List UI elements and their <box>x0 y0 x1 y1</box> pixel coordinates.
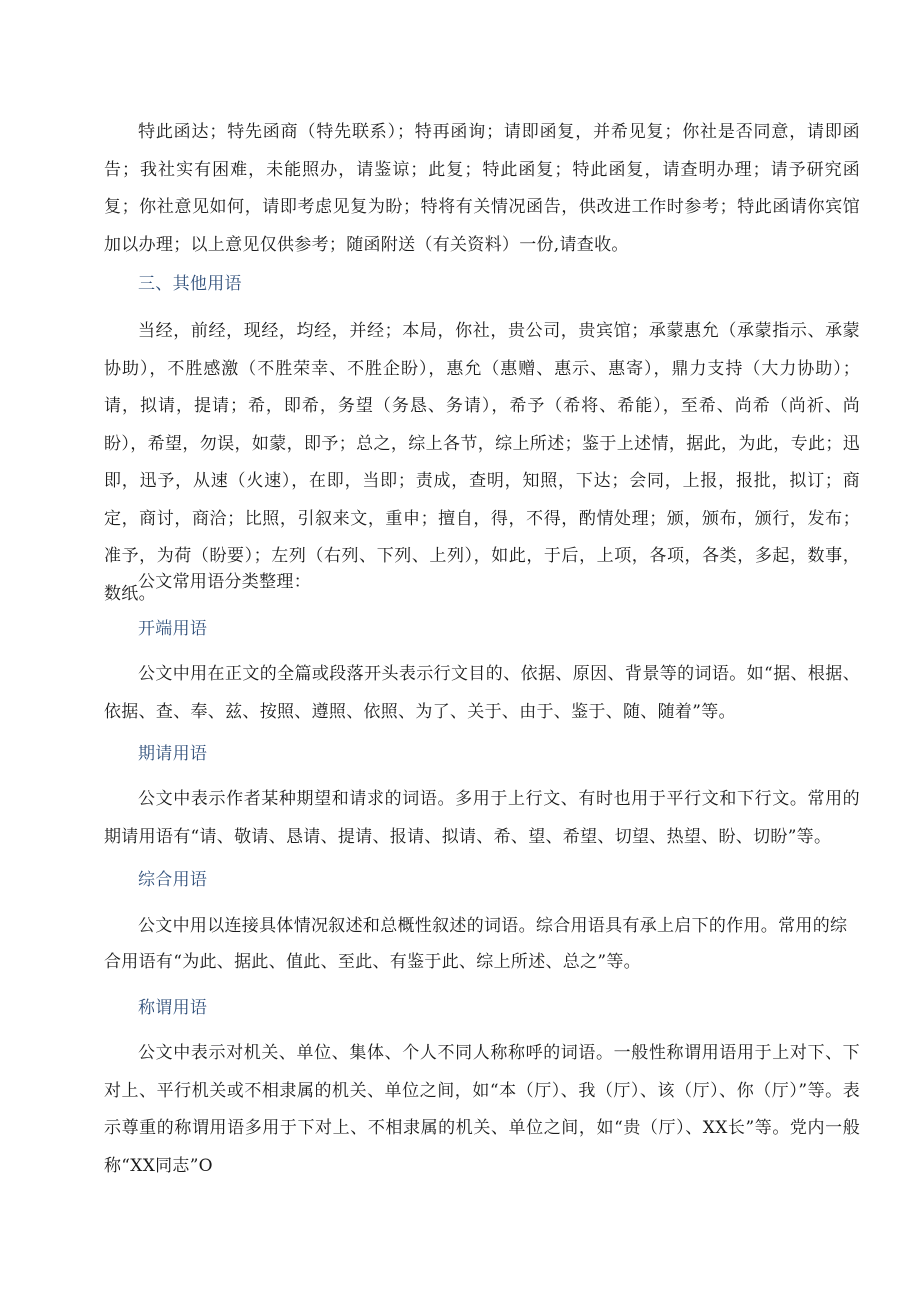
request-terms-heading: 期请用语 <box>138 744 208 764</box>
address-terms-heading: 称谓用语 <box>138 998 208 1018</box>
request-terms-paragraph: 公文中表示作者某种期望和请求的词语。多用于上行文、有时也用于平行文和下行文。常用的期请用语有“请、敬请、恳请、提请、报请、拟请、希、望、希望、切望、热望、盼、切盼”等。 <box>104 789 860 847</box>
other-terms-paragraph: 当经，前经，现经，均经，并经；本局，你社，贵公司，贵宾馆；承蒙惠允（承蒙指示、承蒙协助），不胜感激（不胜荣幸、不胜企盼），惠允（惠赠、惠示、惠寄），鼎力支持（大力协助）；请，拟请，提请；希，即希，务望（务恳、务请），希予（希将、希能），至希、尚希（尚祈、尚盼），希望，勿误，如蒙，即予；总之，综上各节，综上所述；鉴于上述情，据此，为此，专此；迅即，迅予，从速（火速），在即，当即；责成，查明，知照，下达；会同，上报，报批，拟订；商定，商讨，商洽；比照，引叙来文，重申；擅自，得，不得，酌情处理；颁，颁布，颁行，发布；准予，为荷（盼要）；左列（右列、下列、上列），如此，于后，上项，各项，各类，多起，数事，数纸。 <box>104 321 860 604</box>
summary-terms-line-2: 合用语有“为此、据此、值此、至此、有鉴于此、综上所述、总之”等。 <box>104 952 641 972</box>
opening-terms-heading: 开端用语 <box>138 619 208 639</box>
opening-terms-paragraph: 公文中用在正文的全篇或段落开头表示行文目的、依据、原因、背景等的词语。如“据、根据、依据、查、奉、兹、按照、遵照、依照、为了、关于、由于、鉴于、随、随着”等。 <box>104 664 860 722</box>
summary-terms-line-1: 公文中用以连接具体情况叙述和总概性叙述的词语。综合用语具有承上启下的作用。常用的综 <box>138 916 848 936</box>
summary-terms-heading: 综合用语 <box>138 870 208 890</box>
closing-phrases-paragraph: 特此函达；特先函商（特先联系）；特再函询；请即函复，并希见复；你社是否同意，请即函告；我社实有困难，未能照办，请鉴谅；此复；特此函复；特此函复，请查明办理；请予研究函复；你社意见如何，请即考虑见复为盼；特将有关情况函告，供改进工作时参考；特此函请你宾馆加以办理；以上意见仅供参考；随函附送（有关资料）一份,请查收。 <box>104 122 860 255</box>
address-terms-paragraph: 公文中表示对机关、单位、集体、个人不同人称称呼的词语。一般性称谓用语用于上对下、下对上、平行机关或不相隶属的机关、单位之间，如“本（厅）、我（厅）、该（厅）、你（厅）”等。表示尊重的称谓用语多用于下对上、不相隶属的机关、单位之间，如“贵（厅）、XX长”等。党内一般称“XX同志”O <box>104 1043 860 1176</box>
other-terms-heading: 三、其他用语 <box>138 274 242 294</box>
classification-heading: 公文常用语分类整理： <box>138 572 311 592</box>
